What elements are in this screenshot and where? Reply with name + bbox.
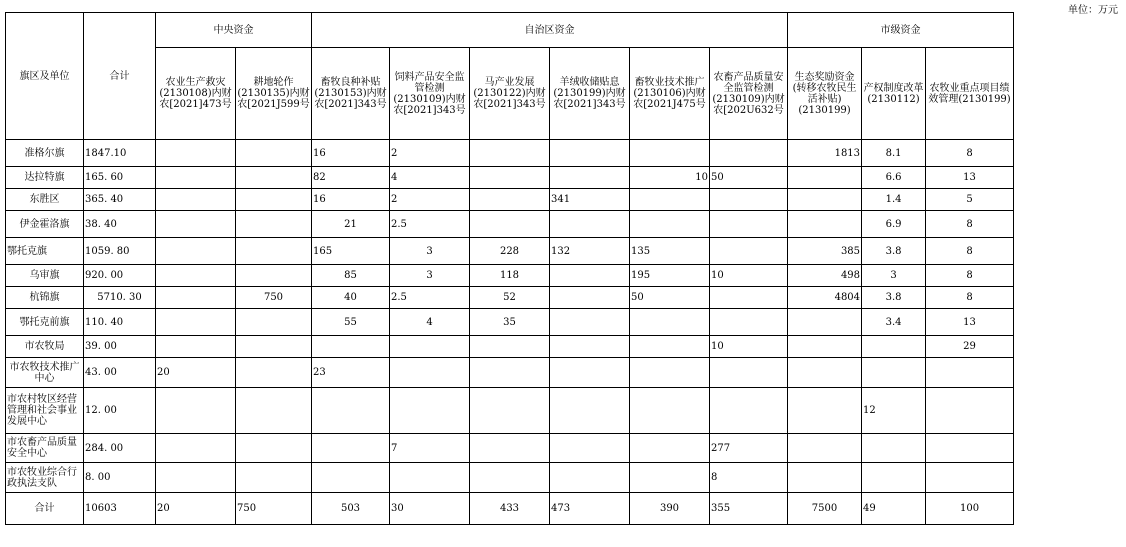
header-row-columns xyxy=(6,48,1014,140)
value-cell: 50 xyxy=(630,287,710,309)
value-cell xyxy=(630,358,710,388)
value-cell xyxy=(236,463,312,493)
value-cell xyxy=(862,463,926,493)
value-cell xyxy=(236,434,312,463)
value-cell: 8 xyxy=(926,265,1014,287)
value-cell: 8 xyxy=(926,238,1014,265)
value-cell xyxy=(862,434,926,463)
value-cell xyxy=(788,336,862,358)
table-row xyxy=(6,238,1014,265)
value-cell xyxy=(926,388,1014,434)
value-cell xyxy=(862,358,926,388)
value-cell: 8 xyxy=(710,463,788,493)
unit-name-cell: 市农畜产品质量安全中心 xyxy=(6,434,84,463)
value-cell: 390 xyxy=(630,493,710,525)
value-cell xyxy=(630,336,710,358)
col-header: 马产业发展(2130122)内财农[2021]343号 xyxy=(470,48,550,140)
col-header: 耕地轮作(2130135)内财农[2021J599号 xyxy=(236,48,312,140)
value-cell xyxy=(550,388,630,434)
table-row xyxy=(6,463,1014,493)
value-cell: 23 xyxy=(312,358,390,388)
value-cell: 100 xyxy=(926,493,1014,525)
value-cell xyxy=(630,463,710,493)
value-cell: 6.6 xyxy=(862,167,926,189)
value-cell: 12 xyxy=(862,388,926,434)
value-cell: 7500 xyxy=(788,493,862,525)
value-cell: 13 xyxy=(926,309,1014,336)
value-cell xyxy=(470,434,550,463)
col-header: 畜牧业技术推广(2130106)内财农[2021J475号 xyxy=(630,48,710,140)
col-header: 农畜产品质量安全监管检测(2130109)内财农[202U632号 xyxy=(710,48,788,140)
total-cell: 10603 xyxy=(84,493,156,525)
value-cell: 341 xyxy=(550,189,630,211)
value-cell: 3 xyxy=(862,265,926,287)
total-cell: 920. 00 xyxy=(84,265,156,287)
value-cell xyxy=(156,336,236,358)
value-cell: 165 xyxy=(312,238,390,265)
unit-name-cell: 鄂托克前旗 xyxy=(6,309,84,336)
value-cell: 52 xyxy=(470,287,550,309)
value-cell xyxy=(630,140,710,167)
value-cell: 498 xyxy=(788,265,862,287)
unit-name-cell: 市农牧局 xyxy=(6,336,84,358)
value-cell: 40 xyxy=(312,287,390,309)
value-cell xyxy=(470,336,550,358)
value-cell xyxy=(470,388,550,434)
total-cell: 110. 40 xyxy=(84,309,156,336)
value-cell: 750 xyxy=(236,287,312,309)
total-cell: 39. 00 xyxy=(84,336,156,358)
value-cell: 2.5 xyxy=(390,287,470,309)
value-cell xyxy=(550,265,630,287)
table-row xyxy=(6,309,1014,336)
value-cell: 228 xyxy=(470,238,550,265)
value-cell: 35 xyxy=(470,309,550,336)
value-cell xyxy=(156,388,236,434)
value-cell: 4804 xyxy=(788,287,862,309)
value-cell: 355 xyxy=(710,493,788,525)
value-cell: 3 xyxy=(390,238,470,265)
header-total: 合计 xyxy=(84,13,156,140)
value-cell xyxy=(630,189,710,211)
value-cell xyxy=(390,463,470,493)
value-cell xyxy=(788,309,862,336)
value-cell xyxy=(550,140,630,167)
value-cell: 8 xyxy=(926,287,1014,309)
unit-name-cell: 伊金霍洛旗 xyxy=(6,211,84,238)
value-cell xyxy=(926,463,1014,493)
header-row-groups xyxy=(6,13,1014,48)
value-cell xyxy=(236,238,312,265)
value-cell xyxy=(390,336,470,358)
value-cell xyxy=(710,358,788,388)
value-cell: 2.5 xyxy=(390,211,470,238)
value-cell xyxy=(788,434,862,463)
unit-name-cell: 市农牧技术推广中心 xyxy=(6,358,84,388)
table-row xyxy=(6,358,1014,388)
value-cell xyxy=(156,463,236,493)
unit-name-cell: 达拉特旗 xyxy=(6,167,84,189)
value-cell: 8 xyxy=(926,211,1014,238)
value-cell: 16 xyxy=(312,189,390,211)
value-cell xyxy=(630,309,710,336)
total-cell: 165. 60 xyxy=(84,167,156,189)
value-cell: 385 xyxy=(788,238,862,265)
value-cell: 2 xyxy=(390,140,470,167)
value-cell: 20 xyxy=(156,493,236,525)
unit-name-cell: 合计 xyxy=(6,493,84,525)
value-cell xyxy=(550,336,630,358)
value-cell: 2 xyxy=(390,189,470,211)
value-cell xyxy=(470,211,550,238)
table-row xyxy=(6,434,1014,463)
value-cell xyxy=(630,434,710,463)
value-cell: 10 xyxy=(710,336,788,358)
total-cell: 284. 00 xyxy=(84,434,156,463)
table-row xyxy=(6,287,1014,309)
value-cell: 3.4 xyxy=(862,309,926,336)
value-cell xyxy=(470,463,550,493)
value-cell: 21 xyxy=(312,211,390,238)
table-row xyxy=(6,265,1014,287)
value-cell xyxy=(470,358,550,388)
table-row xyxy=(6,167,1014,189)
value-cell: 10 xyxy=(710,265,788,287)
value-cell xyxy=(236,358,312,388)
value-cell xyxy=(156,167,236,189)
value-cell: 50 xyxy=(710,167,788,189)
value-cell xyxy=(788,463,862,493)
value-cell: 1813 xyxy=(788,140,862,167)
unit-name-cell: 准格尔旗 xyxy=(6,140,84,167)
value-cell xyxy=(236,336,312,358)
table-row xyxy=(6,189,1014,211)
total-cell: 38. 40 xyxy=(84,211,156,238)
table-row xyxy=(6,388,1014,434)
value-cell: 433 xyxy=(470,493,550,525)
value-cell xyxy=(156,211,236,238)
value-cell xyxy=(156,309,236,336)
value-cell: 8 xyxy=(926,140,1014,167)
value-cell xyxy=(710,388,788,434)
value-cell xyxy=(470,140,550,167)
col-header: 产权制度改革(2130112) xyxy=(862,48,926,140)
value-cell: 3 xyxy=(390,265,470,287)
value-cell: 132 xyxy=(550,238,630,265)
value-cell xyxy=(926,358,1014,388)
value-cell xyxy=(710,238,788,265)
group-autonomous: 自治区资金 xyxy=(312,13,788,48)
value-cell: 750 xyxy=(236,493,312,525)
value-cell xyxy=(156,189,236,211)
value-cell: 3.8 xyxy=(862,238,926,265)
value-cell: 277 xyxy=(710,434,788,463)
col-header: 饲料产品安全监管检测(2130109)内财农[2021]343号 xyxy=(390,48,470,140)
total-cell: 43. 00 xyxy=(84,358,156,388)
value-cell xyxy=(236,211,312,238)
value-cell xyxy=(312,388,390,434)
value-cell xyxy=(788,211,862,238)
value-cell xyxy=(788,189,862,211)
value-cell xyxy=(710,287,788,309)
value-cell: 13 xyxy=(926,167,1014,189)
value-cell: 49 xyxy=(862,493,926,525)
value-cell: 10 xyxy=(630,167,710,189)
group-municipal: 市级资金 xyxy=(788,13,1014,48)
value-cell xyxy=(156,434,236,463)
unit-name-cell: 鄂托克旗 xyxy=(6,238,84,265)
value-cell: 85 xyxy=(312,265,390,287)
value-cell xyxy=(470,167,550,189)
unit-label: 单位：万元 xyxy=(1068,5,1118,16)
value-cell xyxy=(156,238,236,265)
value-cell: 135 xyxy=(630,238,710,265)
unit-name-cell: 市农村牧区经营管理和社会事业发展中心 xyxy=(6,388,84,434)
value-cell xyxy=(550,434,630,463)
value-cell: 3.8 xyxy=(862,287,926,309)
value-cell xyxy=(710,140,788,167)
total-cell: 5710. 30 xyxy=(84,287,156,309)
value-cell xyxy=(710,189,788,211)
total-cell: 8. 00 xyxy=(84,463,156,493)
value-cell xyxy=(630,388,710,434)
value-cell xyxy=(550,358,630,388)
group-central: 中央资金 xyxy=(156,13,312,48)
table-row xyxy=(6,336,1014,358)
unit-name-cell: 杭锦旗 xyxy=(6,287,84,309)
total-cell: 12. 00 xyxy=(84,388,156,434)
value-cell: 82 xyxy=(312,167,390,189)
value-cell: 6.9 xyxy=(862,211,926,238)
value-cell xyxy=(710,309,788,336)
table-row xyxy=(6,211,1014,238)
value-cell xyxy=(156,140,236,167)
value-cell xyxy=(550,463,630,493)
value-cell xyxy=(862,336,926,358)
value-cell: 16 xyxy=(312,140,390,167)
col-header: 畜牧良种补贴(2130153)内财农[2021]343号 xyxy=(312,48,390,140)
col-header: 农业生产救灾(2130108)内财农[2021]473号 xyxy=(156,48,236,140)
value-cell xyxy=(236,167,312,189)
table-row xyxy=(6,493,1014,525)
value-cell: 20 xyxy=(156,358,236,388)
value-cell xyxy=(312,336,390,358)
value-cell xyxy=(236,265,312,287)
value-cell xyxy=(550,167,630,189)
total-cell: 365. 40 xyxy=(84,189,156,211)
value-cell xyxy=(926,434,1014,463)
col-header: 农牧业重点项目绩效管理(2130199) xyxy=(926,48,1014,140)
value-cell xyxy=(312,463,390,493)
value-cell xyxy=(390,388,470,434)
value-cell xyxy=(236,140,312,167)
value-cell xyxy=(156,265,236,287)
unit-name-cell: 乌审旗 xyxy=(6,265,84,287)
unit-name-cell: 市农牧业综合行政执法支队 xyxy=(6,463,84,493)
value-cell: 1.4 xyxy=(862,189,926,211)
value-cell xyxy=(550,211,630,238)
table-body xyxy=(6,140,1014,525)
value-cell xyxy=(788,358,862,388)
value-cell: 29 xyxy=(926,336,1014,358)
table-row xyxy=(6,140,1014,167)
value-cell: 55 xyxy=(312,309,390,336)
value-cell: 195 xyxy=(630,265,710,287)
value-cell: 118 xyxy=(470,265,550,287)
value-cell xyxy=(390,358,470,388)
value-cell xyxy=(550,287,630,309)
header-unit: 旗区及单位 xyxy=(6,13,84,140)
unit-name-cell: 东胜区 xyxy=(6,189,84,211)
value-cell: 503 xyxy=(312,493,390,525)
value-cell: 4 xyxy=(390,309,470,336)
value-cell: 7 xyxy=(390,434,470,463)
value-cell: 4 xyxy=(390,167,470,189)
value-cell: 5 xyxy=(926,189,1014,211)
col-header: 羊绒收储贴息(2130199)内财农[2021]343号 xyxy=(550,48,630,140)
value-cell: 30 xyxy=(390,493,470,525)
value-cell xyxy=(156,287,236,309)
total-cell: 1059. 80 xyxy=(84,238,156,265)
fund-allocation-table xyxy=(5,12,1014,525)
value-cell: 8.1 xyxy=(862,140,926,167)
value-cell xyxy=(550,309,630,336)
value-cell xyxy=(236,388,312,434)
value-cell xyxy=(630,211,710,238)
value-cell xyxy=(236,309,312,336)
total-cell: 1847.10 xyxy=(84,140,156,167)
value-cell xyxy=(788,388,862,434)
value-cell xyxy=(470,189,550,211)
value-cell xyxy=(312,434,390,463)
col-header: 生态奖励资金(转移农牧民生活补贴)(2130199) xyxy=(788,48,862,140)
value-cell xyxy=(788,167,862,189)
value-cell: 473 xyxy=(550,493,630,525)
value-cell xyxy=(710,211,788,238)
value-cell xyxy=(236,189,312,211)
